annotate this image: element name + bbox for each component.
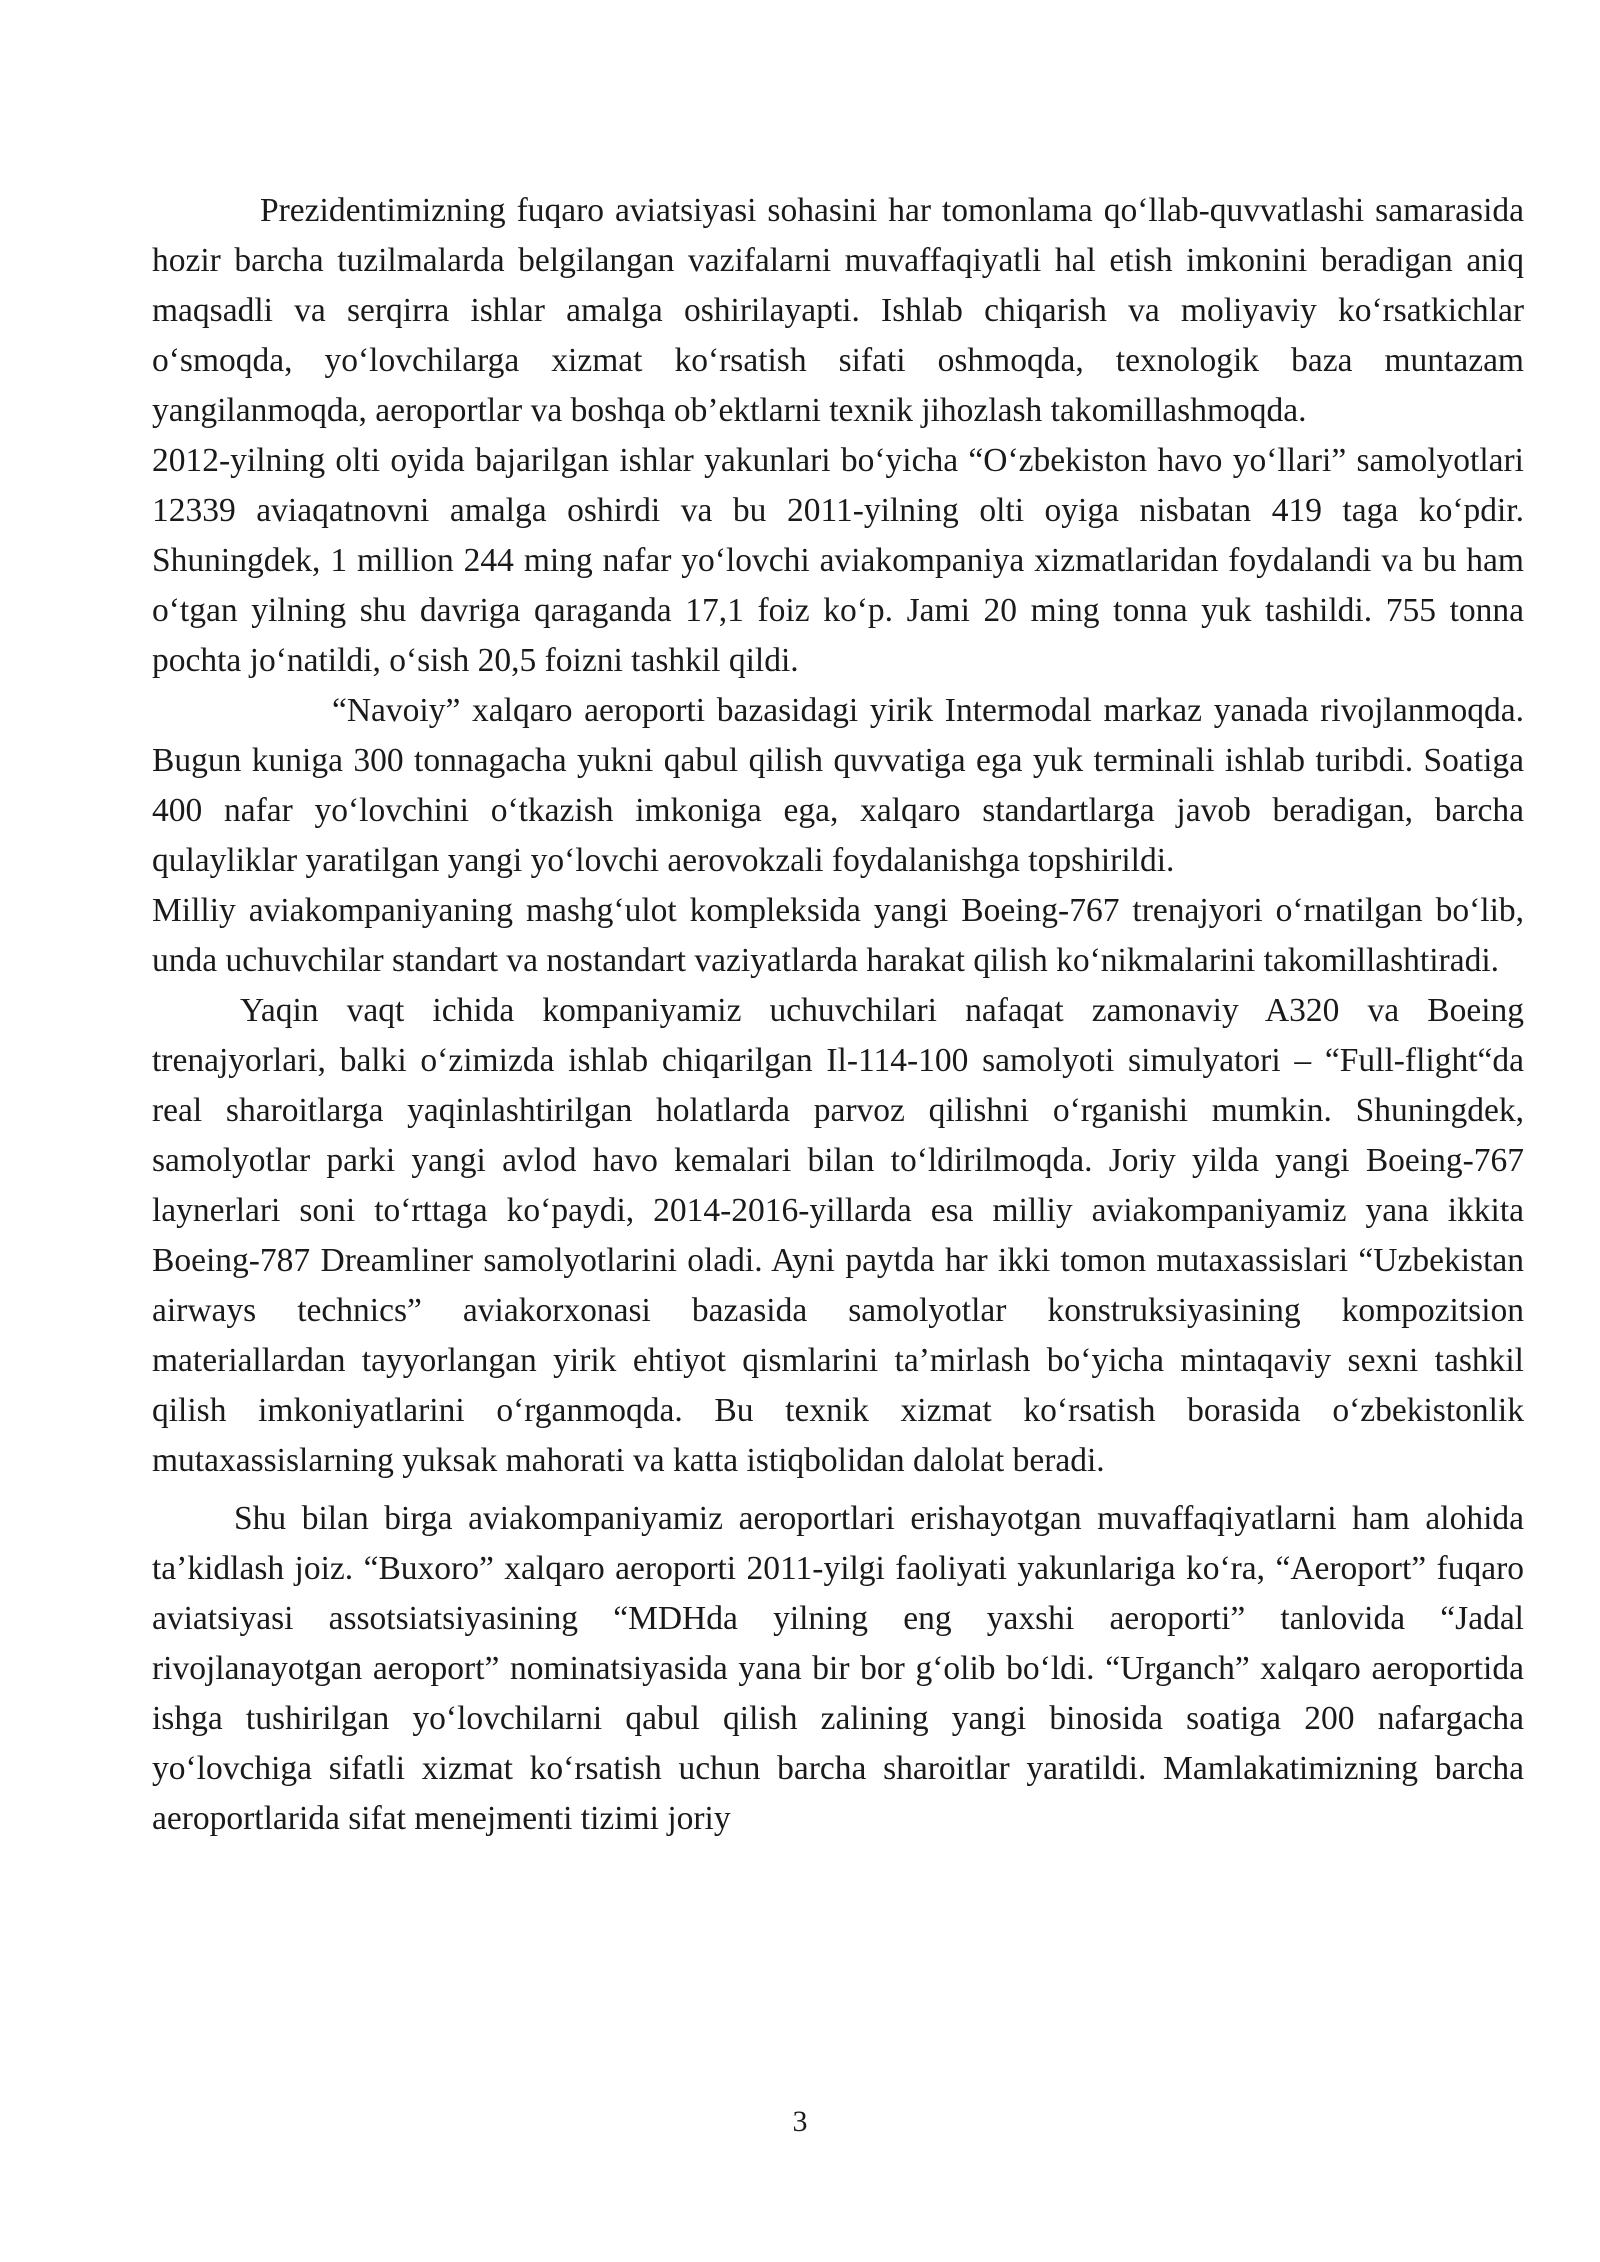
paragraph-1: Prezidentimizning fuqaro aviatsiyasi sohasini har tomonlama qo‘llab-quvvatlashi samarasida hozir barcha tuzilmalarda belgilangan vazifalarni muvaffaqiyatli hal etish imkonini beradigan aniq maqsadli va serqirra ishlar amalga oshirilayapti. Ishlab chiqarish va moliyaviy ko‘rsatkichlar o‘smoqda, yo‘lovchilarga xizmat ko‘rsatish sifati oshmoqda, texnologik baza muntazam yangilanmoqda, aeroportlar va boshqa ob’ektlarni texnik jihozlash takomillashmoqda. — [152, 192, 1524, 429]
paragraph-4: Milliy aviakompaniyaning mashg‘ulot kompleksida yangi Boeing-767 trenajyori o‘rnatilgan bo‘lib, unda uchuvchilar standart va nostandart vaziyatlarda harakat qilish ko‘nikmalarini takomillashtiradi. — [152, 892, 1524, 979]
paragraph-3: “Navoiy” xalqaro aeroporti bazasidagi yirik Intermodal markaz yanada rivojlanmoqda. Bugun kuniga 300 tonnagacha yukni qabul qilish quvvatiga ega yuk terminali ishlab turibdi. Soatiga 400 nafar yo‘lovchini o‘tkazish imkoniga ega, xalqaro standartlarga javob beradigan, barcha qulayliklar yaratilgan yangi yo‘lovchi aerovokzali foydalanishga topshirildi. — [152, 692, 1524, 879]
paragraph-6: Shu bilan birga aviakompaniyamiz aeroportlari erishayotgan muvaffaqiyatlarni ham alohida ta’kidlash joiz. “Buxoro” xalqaro aeroporti 2011-yilgi faoliyati yakunlariga ko‘ra, “Aeroport” fuqaro aviatsiyasi assotsiatsiyasining “MDHda yilning eng yaxshi aeroporti” tanlovida “Jadal rivojlanayotgan aeroport” nominatsiyasida yana bir bor g‘olib bo‘ldi. “Urganch” xalqaro aeroportida ishga tushirilgan yo‘lovchilarni qabul qilish zalining yangi binosida soatiga 200 nafargacha yo‘lovchiga sifatli xizmat ko‘rsatish uchun barcha sharoitlar yaratildi. Mamlakatimizning barcha aeroportlarida sifat menejmenti tizimi joriy — [152, 1500, 1524, 1837]
page-number: 3 — [792, 2105, 808, 2138]
paragraph-2: 2012-yilning olti oyida bajarilgan ishlar yakunlari bo‘yicha “O‘zbekiston havo yo‘llari” samolyotlari 12339 aviaqatnovni amalga oshirdi va bu 2011-yilning olti oyiga nisbatan 419 taga ko‘pdir. Shuningdek, 1 million 244 ming nafar yo‘lovchi aviakompaniya xizmatlaridan foydalandi va bu ham o‘tgan yilning shu davriga qaraganda 17,1 foiz ko‘p. Jami 20 ming tonna yuk tashildi. 755 tonna pochta jo‘natildi, o‘sish 20,5 foizni tashkil qildi. — [152, 442, 1524, 679]
paragraph-5: Yaqin vaqt ichida kompaniyamiz uchuvchilari nafaqat zamonaviy A320 va Boeing trenajyorlari, balki o‘zimizda ishlab chiqarilgan Il-114-100 samolyoti simulyatori – “Full-flight“da real sharoitlarga yaqinlashtirilgan holatlarda parvoz qilishni o‘rganishi mumkin. Shuningdek, samolyotlar parki yangi avlod havo kemalari bilan to‘ldirilmoqda. Joriy yilda yangi Boeing-767 laynerlari soni to‘rttaga ko‘paydi, 2014-2016-yillarda esa milliy aviakompaniyamiz yana ikkita Boeing-787 Dreamliner samolyotlarini oladi. Ayni paytda har ikki tomon mutaxassislari “Uzbekistan airways technics” aviakorxonasi bazasida samolyotlar konstruksiyasining kompozitsion materiallardan tayyorlangan yirik ehtiyot qismlarini ta’mirlash bo‘yicha mintaqaviy sexni tashkil qilish imkoniyatlarini o‘rganmoqda. Bu texnik xizmat ko‘rsatish borasida o‘zbekistonlik mutaxassislarning yuksak mahorati va katta istiqbolidan dalolat beradi. — [152, 992, 1524, 1479]
body-text — [152, 186, 1524, 1844]
